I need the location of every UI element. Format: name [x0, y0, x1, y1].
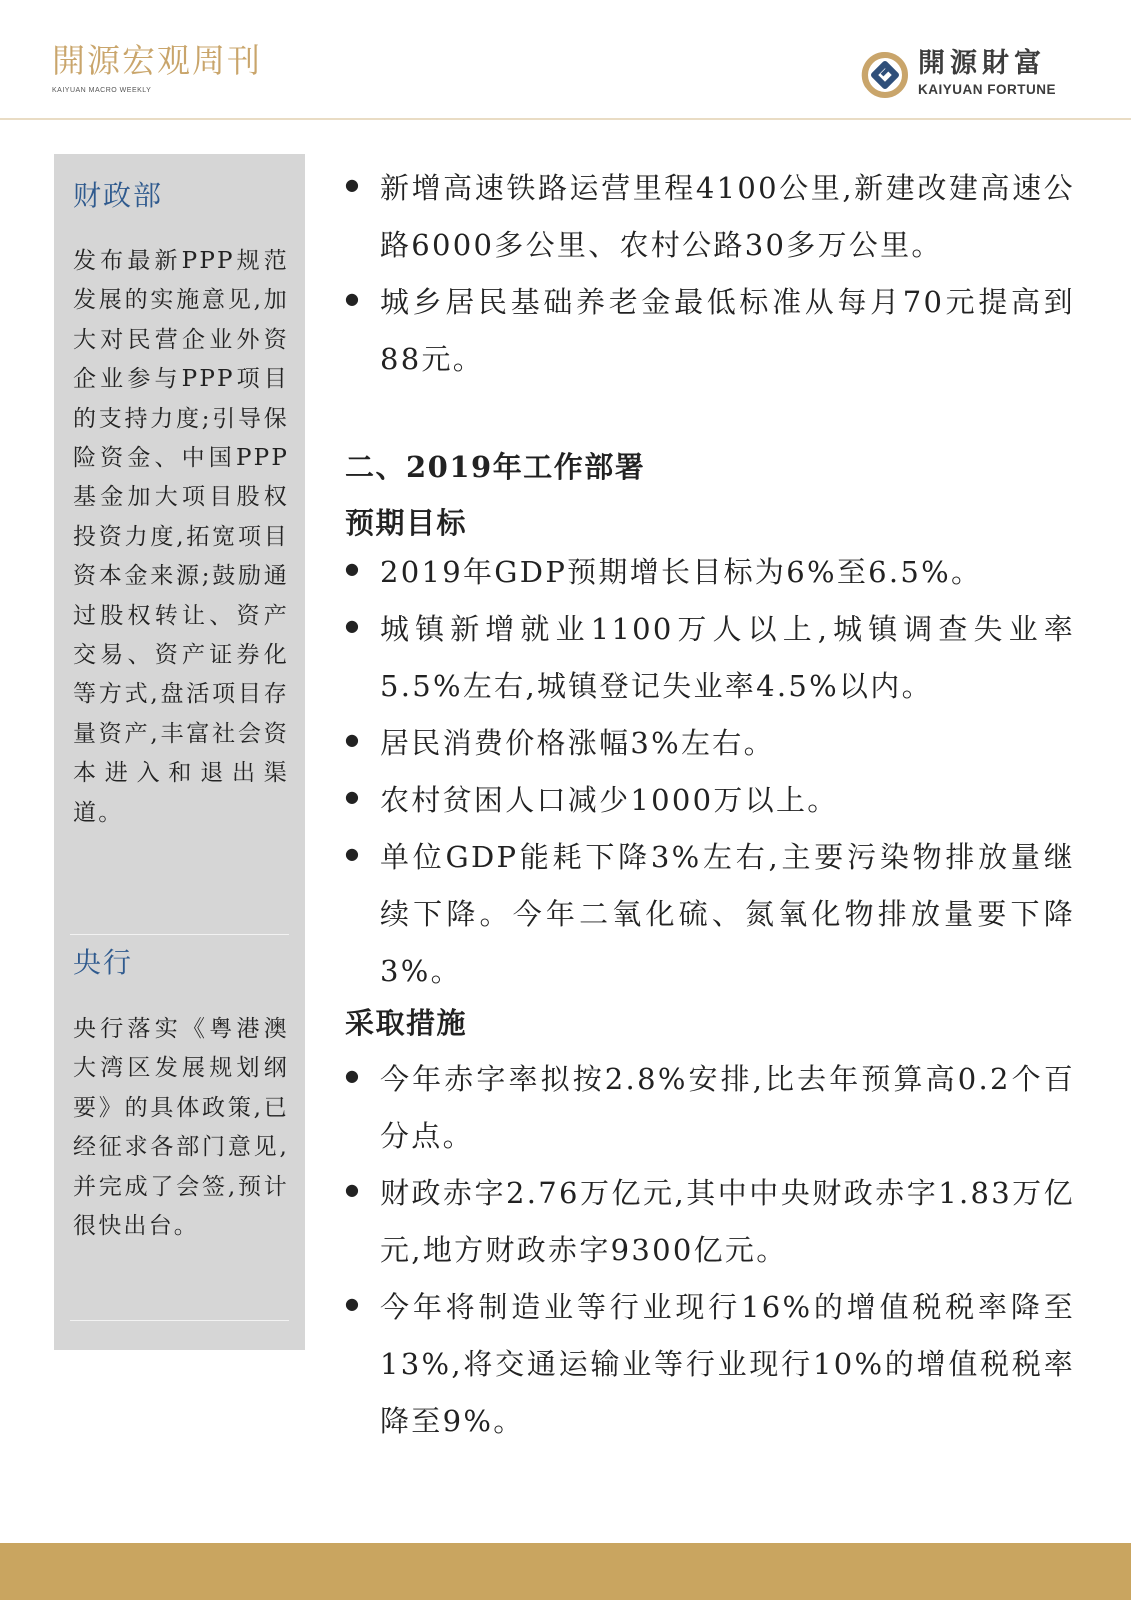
sidebar-text-pboc: 央行落实《粤港澳大湾区发展规划纲要》的具体政策,已经征求各部门意见,并完成了会签,预计很快出台。 — [73, 1016, 289, 1240]
page-header — [0, 0, 1131, 120]
list-item — [345, 1279, 1075, 1450]
list-item — [345, 829, 1075, 1000]
bullet-icon: ● — [345, 787, 359, 806]
kaiyuan-ring-logo-icon — [860, 50, 910, 100]
section-title: 二、2019年工作部署 — [345, 450, 646, 484]
list-item — [345, 1051, 1075, 1165]
list-item — [345, 544, 1075, 601]
list-item — [345, 601, 1075, 715]
footer-bar — [0, 1543, 1131, 1600]
subsection-title-goals: 预期目标 — [345, 506, 468, 540]
publication-title: 開源宏观周刊 — [52, 41, 262, 80]
bullet-icon: ● — [345, 1066, 359, 1085]
bullet-icon: ● — [345, 616, 359, 635]
bullet-icon: ● — [345, 1180, 359, 1199]
list-item — [345, 1165, 1075, 1279]
list-item-text: 新增高速铁路运营里程4100公里,新建改建高速公路6000多公里、农村公路30多万公里。 — [380, 171, 1075, 262]
brand-name-cn: 開源財富 — [918, 48, 1046, 79]
brand — [860, 48, 1075, 102]
list-item-text: 单位GDP能耗下降3%左右,主要污染物排放量继续下降。今年二氧化硫、氮氧化物排放量要下降3%。 — [380, 840, 1075, 988]
list-item — [345, 160, 1075, 274]
bullet-icon: ● — [345, 559, 359, 578]
publication-subtitle: KAIYUAN MACRO WEEKLY — [52, 87, 152, 94]
sidebar-text-mof: 发布最新PPP规范发展的实施意见,加大对民营企业外资企业参与PPP项目的支持力度;引导保险资金、中国PPP基金加大项目股权投资力度,拓宽项目资本金来源;鼓励通过股权转让、资产交易、资产证券化等方式,盘活项目存量资产,丰富社会资本进入和退出渠道。 — [73, 248, 289, 826]
list-item-text: 居民消费价格涨幅3%左右。 — [380, 726, 775, 760]
list-item-text: 城镇新增就业1100万人以上,城镇调查失业率5.5%左右,城镇登记失业率4.5%以内。 — [380, 612, 1075, 703]
bullet-icon: ● — [345, 1294, 359, 1313]
sidebar-divider — [70, 934, 289, 935]
list-item-text: 农村贫困人口减少1000万以上。 — [380, 783, 839, 817]
list-item — [345, 772, 1075, 829]
bullet-icon: ● — [345, 175, 359, 194]
list-item-text: 城乡居民基础养老金最低标准从每月70元提高到88元。 — [380, 285, 1075, 376]
list-item — [345, 274, 1075, 388]
list-item-text: 今年将制造业等行业现行16%的增值税税率降至13%,将交通运输业等行业现行10%的增值税税率降至9%。 — [380, 1290, 1075, 1438]
subsection-title-measures: 采取措施 — [345, 1006, 468, 1040]
sidebar-heading-pboc: 央行 — [73, 946, 134, 979]
list-item — [345, 715, 1075, 772]
list-item-text: 财政赤字2.76万亿元,其中中央财政赤字1.83万亿元,地方财政赤字9300亿元。 — [380, 1176, 1075, 1267]
list-item-text: 2019年GDP预期增长目标为6%至6.5%。 — [380, 555, 983, 589]
sidebar-divider — [70, 1320, 289, 1321]
brand-name-en: KAIYUAN FORTUNE — [918, 82, 1056, 97]
sidebar-heading-mof: 财政部 — [73, 179, 164, 212]
bullet-icon: ● — [345, 844, 359, 863]
sidebar — [54, 154, 305, 1350]
bullet-icon: ● — [345, 289, 359, 308]
bullet-icon: ● — [345, 730, 359, 749]
list-item-text: 今年赤字率拟按2.8%安排,比去年预算高0.2个百分点。 — [380, 1062, 1075, 1153]
